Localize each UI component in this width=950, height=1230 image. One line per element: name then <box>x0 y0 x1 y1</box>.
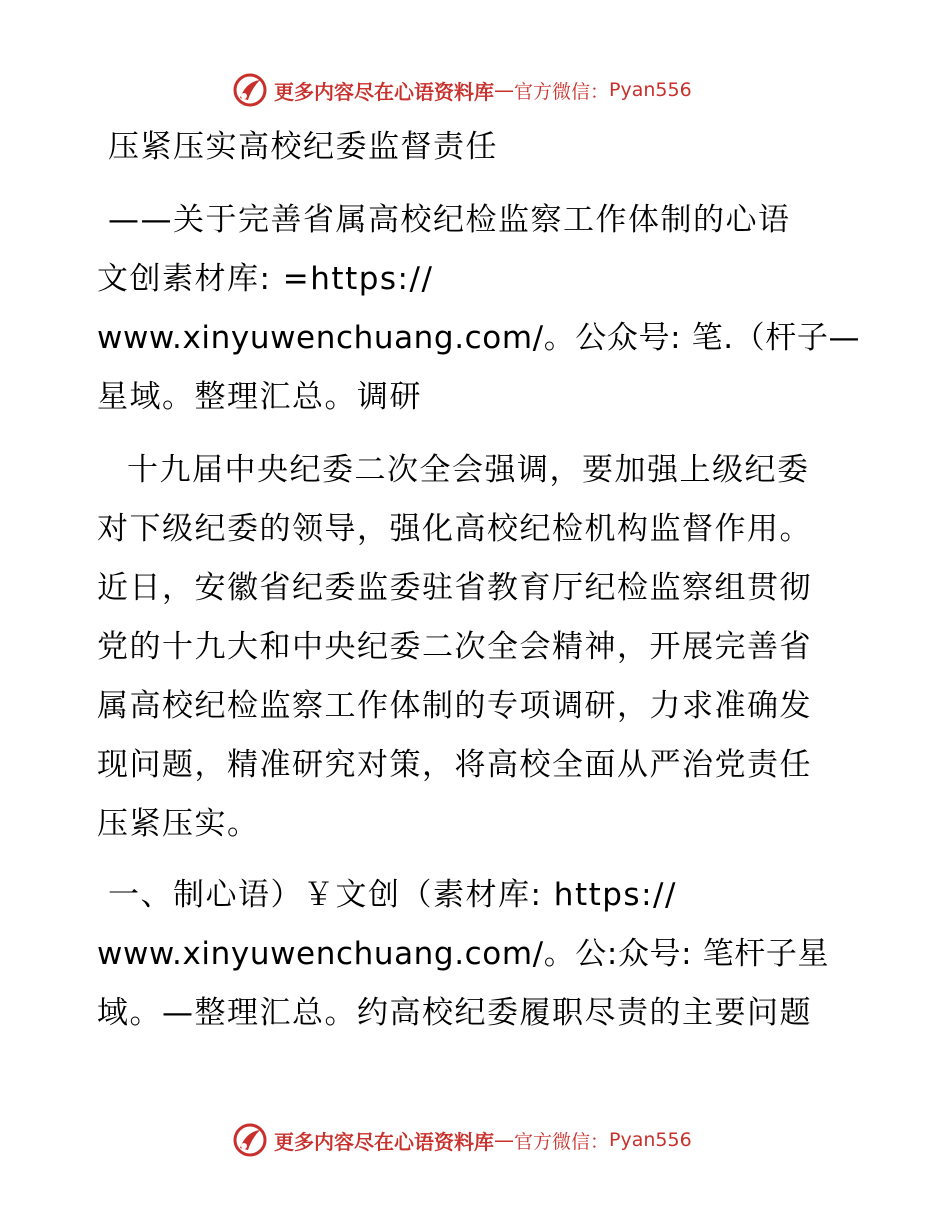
header-brand-text: 更多内容尽在心语资料库 <box>274 79 494 104</box>
subtitle-line: 文创素材库: =https:// <box>97 261 434 297</box>
paragraph-line: 压紧压实。 <box>97 806 260 842</box>
footer-wechat-id: Pyan556 <box>609 1129 692 1151</box>
footer-brand-text: 更多内容尽在心语资料库 <box>274 1129 494 1154</box>
subtitle-line: ——关于完善省属高校纪检监察工作体制的心语 <box>108 202 791 238</box>
paragraph-line: 党的十九大和中央纪委二次全会精神，开展完善省 <box>97 629 812 665</box>
brush-logo-icon <box>232 1122 268 1158</box>
paragraph-line: 属高校纪检监察工作体制的专项调研，力求准确发 <box>97 688 812 724</box>
subtitle-line: 星域。整理汇总。调研 <box>97 379 422 415</box>
footer-wechat-label: 官方微信： <box>514 1130 610 1153</box>
paragraph-line: 对下级纪委的领导，强化高校纪检机构监督作用。 <box>97 511 812 547</box>
header-separator: — <box>494 78 514 102</box>
section-heading-line: 域。—整理汇总。约高校纪委履职尽责的主要问题 <box>97 995 812 1031</box>
section-heading-line: www.xinyuwenchuang.com/。公:众号: 笔杆子星 <box>97 936 830 972</box>
header-wechat-label: 官方微信： <box>514 80 610 103</box>
subtitle-line: www.xinyuwenchuang.com/。公众号: 笔.（杆子— <box>97 320 861 356</box>
header-wechat-id: Pyan556 <box>609 79 692 101</box>
paragraph-line: 十九届中央纪委二次全会强调，要加强上级纪委 <box>127 452 810 488</box>
document-title: 压紧压实高校纪委监督责任 <box>108 129 498 165</box>
header-banner <box>232 70 722 110</box>
brush-logo-icon <box>232 72 268 108</box>
paragraph-line: 现问题，精准研究对策，将高校全面从严治党责任 <box>97 747 812 783</box>
section-heading-line: 一、制心语）￥文创（素材库: https:// <box>108 877 677 913</box>
paragraph-line: 近日，安徽省纪委监委驻省教育厅纪检监察组贯彻 <box>97 570 812 606</box>
footer-separator: — <box>494 1128 514 1152</box>
footer-banner <box>232 1120 722 1160</box>
